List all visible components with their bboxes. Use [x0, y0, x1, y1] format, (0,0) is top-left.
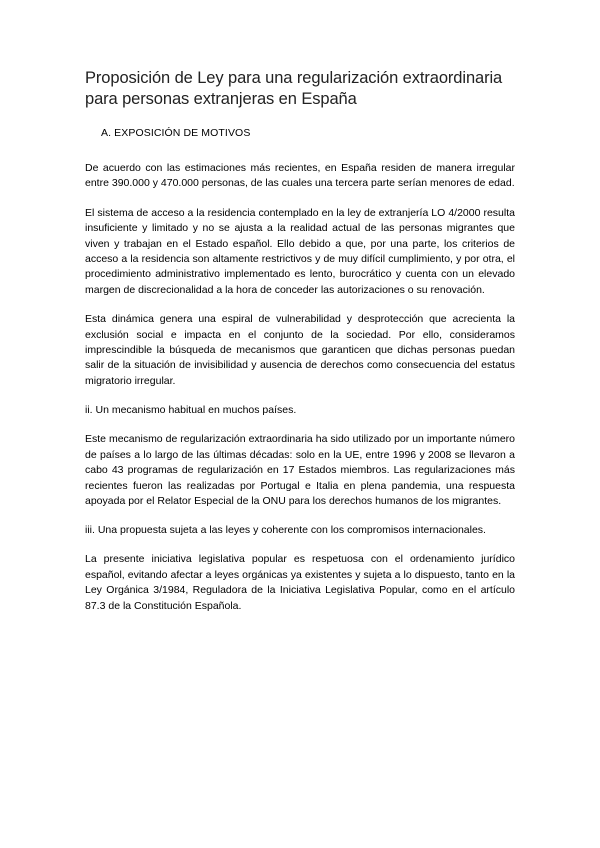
paragraph-iniciativa: La presente iniciativa legislativa popular es respetuosa con el ordenamiento jurídico español, evitando afectar a leyes orgánicas ya existentes y sujeta a lo dispuesto, tanto en la Ley Orgánica 3/1984, Reguladora de la Iniciativa Legislativa Popular, como en el artículo 87.3 de la Constitución Española.: [85, 553, 515, 612]
paragraph-dinamica: Esta dinámica genera una espiral de vulnerabilidad y desprotección que acrecienta la exclusión social e impacta en el conjunto de la sociedad. Por ello, consideramos imprescindible la búsqueda de mecanismos que garanticen que dichas personas puedan salir de la situación de invisibilidad y ausencia de derechos como consecuencia del estatus migratorio irregular.: [85, 313, 515, 387]
paragraph-sistema-acceso: El sistema de acceso a la residencia contemplado en la ley de extranjería LO 4/2000 resulta insuficiente y limitado y no se ajusta a la realidad actual de las personas migrantes que viven y trabajan en el Estado español. Ello debido a que, por una parte, los criterios de acceso a la residencia son altamente restrictivos y de muy difícil cumplimiento, y por otra, el procedimiento administrativo implementado es lento, burocrático y cuenta con un elevado margen de discrecionalidad a la hora de conceder las autorizaciones o su renovación.: [85, 206, 515, 296]
paragraph-estimaciones: De acuerdo con las estimaciones más recientes, en España residen de manera irregular entre 390.000 y 470.000 personas, de las cuales una tercera parte serían menores de edad.: [85, 162, 515, 190]
paragraph-mecanismo: Este mecanismo de regularización extraordinaria ha sido utilizado por un importante número de países a lo largo de las últimas décadas: solo en la UE, entre 1996 y 2008 se llevaron a cabo 43 programas de regularización en 17 Estados miembros. Las regularizaciones más recientes fueron las realizadas por Portugal e Italia en plena pandemia, una respuesta apoyada por el Relator Especial de la ONU para los derechos humanos de los migrantes.: [85, 433, 515, 507]
document-page: [85, 68, 515, 628]
section-heading: A. EXPOSICIÓN DE MOTIVOS: [101, 127, 251, 139]
document-title: Proposición de Ley para una regularización extraordinaria para personas extranjeras en España: [85, 69, 503, 108]
subheading-mecanismo-habitual: ii. Un mecanismo habitual en muchos países.: [85, 404, 297, 417]
subheading-propuesta-sujeta: iii. Una propuesta sujeta a las leyes y coherente con los compromisos internacionales.: [85, 524, 486, 537]
